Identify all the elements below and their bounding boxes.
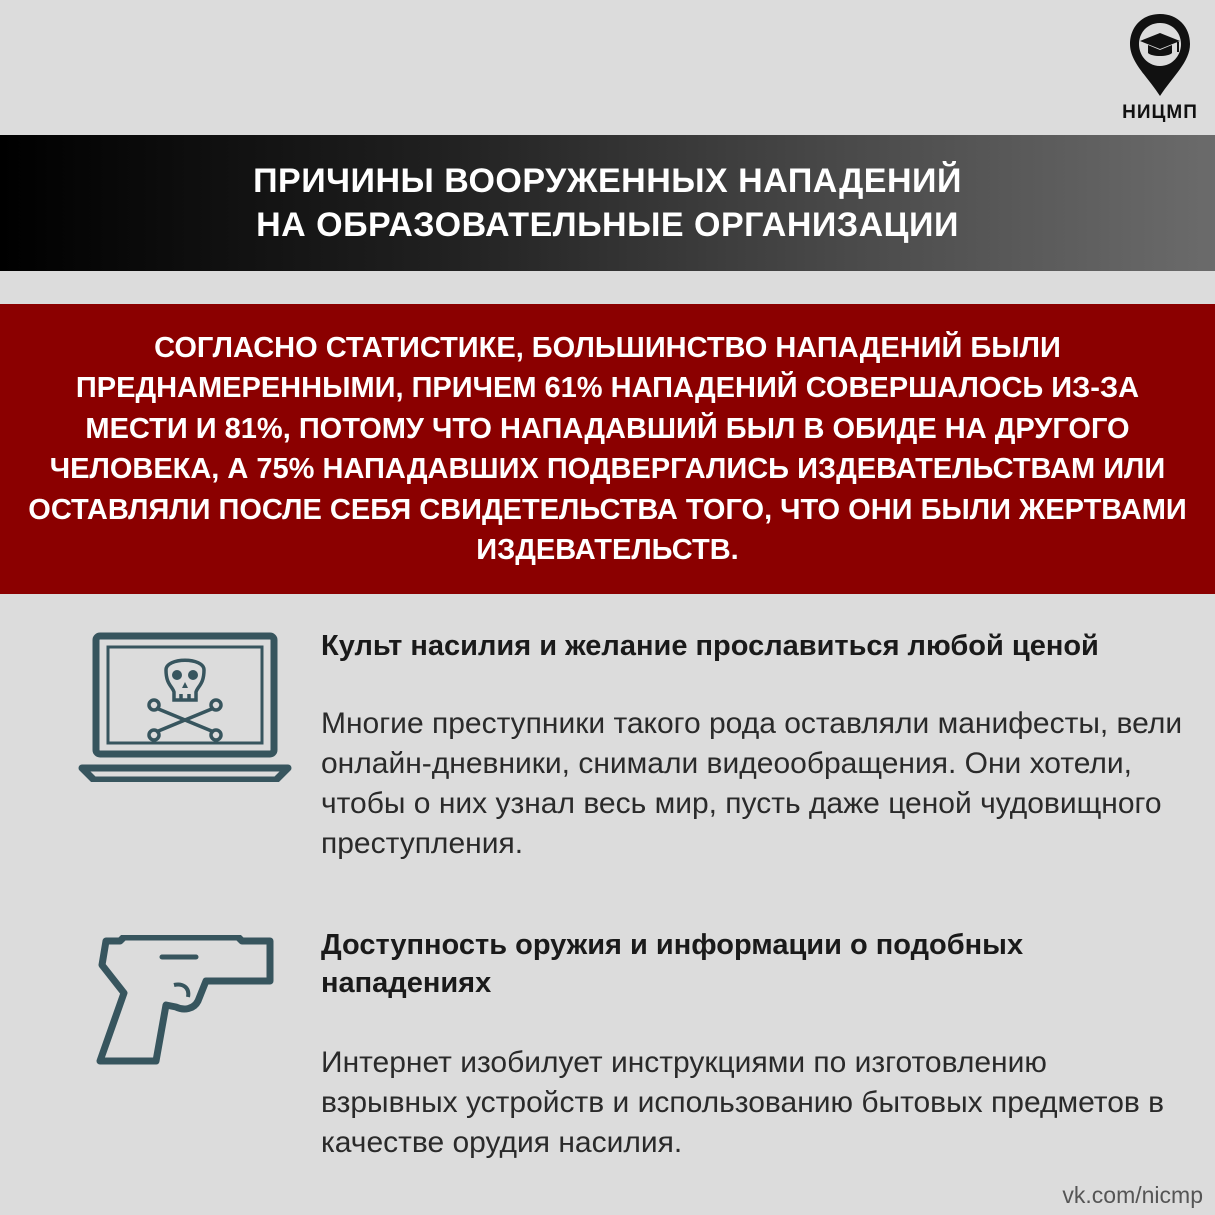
- logo-text: НИЦМП: [1122, 102, 1198, 123]
- footer-link[interactable]: vk.com/nicmp: [1062, 1182, 1203, 1208]
- graduation-cap-pin-icon: [1125, 10, 1195, 102]
- section-1-heading: Культ насилия и желание прославиться любой ценой: [321, 630, 1099, 662]
- section-1-body: Многие преступники такого рода оставляли манифесты, вели онлайн-дневники, снимали видеообращения. Они хотели, чтобы о них узнал весь мир, пусть даже ценой чудовищного преступления.: [321, 707, 1183, 860]
- statistics-block: [0, 304, 1215, 594]
- title-line-2: НА ОБРАЗОВАТЕЛЬНЫЕ ОРГАНИЗАЦИИ: [256, 206, 959, 244]
- section-2-heading: Доступность оружия и информации о подобных нападениях: [321, 929, 1024, 999]
- title-line-1: ПРИЧИНЫ ВООРУЖЕННЫХ НАПАДЕНИЙ: [253, 162, 962, 200]
- laptop-skull-icon: [78, 632, 292, 782]
- title-bar: [0, 135, 1215, 271]
- section-2-body: Интернет изобилует инструкциями по изготовлению взрывных устройств и использованию бытовых предметов в качестве орудия насилия.: [321, 1046, 1165, 1159]
- pistol-icon: [96, 935, 276, 1067]
- statistics-text: СОГЛАСНО СТАТИСТИКЕ, БОЛЬШИНСТВО НАПАДЕНИЙ БЫЛИ ПРЕДНАМЕРЕННЫМИ, ПРИЧЕМ 61% НАПАДЕНИЙ СОВЕРШАЛОСЬ ИЗ-ЗА МЕСТИ И 81%, ПОТОМУ ЧТО НАПАДАВШИЙ БЫЛ В ОБИДЕ НА ДРУГОГО ЧЕЛОВЕКА, А 75% НАПАДАВШИХ ПОДВЕРГАЛИСЬ ИЗДЕВАТЕЛЬСТВАМ ИЛИ ОСТАВЛЯЛИ ПОСЛЕ СЕБЯ СВИДЕТЕЛЬСТВА ТОГО, ЧТО ОНИ БЫЛИ ЖЕРТВАМИ ИЗДЕВАТЕЛЬСТВ.: [28, 331, 1187, 566]
- page-title: [253, 159, 962, 247]
- logo: [1115, 10, 1205, 125]
